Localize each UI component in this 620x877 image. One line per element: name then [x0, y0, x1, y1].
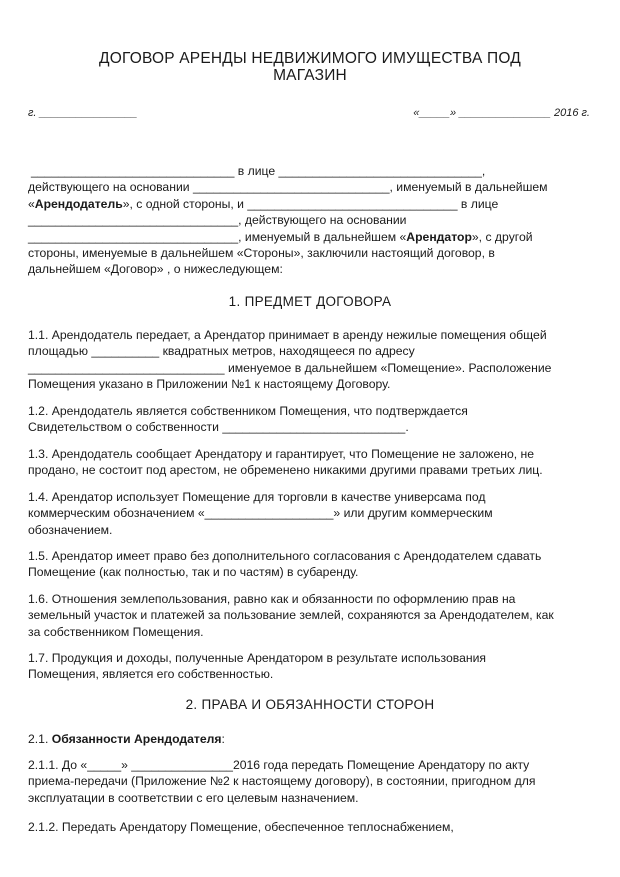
- title-line: МАГАЗИН: [273, 67, 347, 84]
- clause-1-5: [28, 548, 592, 581]
- preamble-line: ______________________________ в лице ______________________________,: [31, 164, 486, 178]
- title-line: ДОГОВОР АРЕНДЫ НЕДВИЖИМОГО ИМУЩЕСТВА ПОД: [99, 50, 521, 67]
- clause-2-1: [28, 731, 592, 747]
- clause-1-2: [28, 403, 592, 436]
- clause-title: Обязанности Арендодателя: [51, 732, 222, 746]
- preamble-line: дальнейшем «Договор» , о нижеследующем:: [28, 262, 283, 277]
- clause-2-1-1: [28, 757, 592, 806]
- clause-line: 1.5. Арендатор имеет право без дополнительного согласования с Арендодателем сдавать: [28, 549, 542, 563]
- text-span: :: [221, 732, 225, 746]
- clause-line: 1.3. Арендодатель сообщает Арендатору и гарантирует, что Помещение не заложено, не: [28, 447, 535, 461]
- clause-line: эксплуатации в соответствии с его целевым назначением.: [28, 790, 359, 805]
- clause-line: Помещение (как полностью, так и по частям) в субаренду.: [28, 565, 359, 580]
- text-span: «: [28, 196, 35, 211]
- clause-1-6: [28, 591, 592, 640]
- city-field: г. ________________: [28, 107, 138, 119]
- preamble-line: действующего на основании _____________________________, именуемый в дальнейшем: [28, 180, 548, 195]
- clause-line: 1.6. Отношения землепользования, равно как и обязанности по оформлению прав на: [28, 592, 516, 606]
- party-lessee: Арендатор: [406, 229, 472, 244]
- clause-line: за собственником Помещения.: [28, 624, 204, 639]
- text-span: 2.1.: [28, 732, 52, 746]
- section-heading: 2. ПРАВА И ОБЯЗАННОСТИ СТОРОН: [185, 697, 435, 712]
- section-heading: 1. ПРЕДМЕТ ДОГОВОРА: [228, 294, 392, 309]
- clause-line: 1.4. Арендатор использует Помещение для торговли в качестве универсама под: [28, 490, 486, 504]
- clause-line: площадью __________ квадратных метров, находящееся по адресу: [28, 344, 415, 359]
- preamble-line: _______________________________, действующего на основании: [28, 213, 407, 228]
- clause-line: коммерческим обозначением «___________________» или другим коммерческим: [28, 506, 493, 521]
- clause-1-1: [28, 327, 592, 393]
- date-field: «_____» _______________ 2016 г.: [413, 107, 590, 119]
- preamble-line: стороны, именуемые в дальнейшем «Стороны», заключили настоящий договор, в: [28, 246, 495, 261]
- clause-line: продано, не состоит под арестом, не обременено никакими другими правами третьих лиц.: [28, 463, 543, 478]
- clause-line: 1.7. Продукция и доходы, полученные Арендатором в результате использования: [28, 651, 486, 665]
- preamble: [28, 163, 592, 278]
- clause-1-3: [28, 446, 592, 479]
- clause-2-1-2: [28, 819, 592, 835]
- clause-1-4: [28, 489, 592, 538]
- preamble-line: [28, 196, 592, 212]
- clause-line: обозначением.: [28, 522, 113, 537]
- clause-line: _____________________________ именуемое в дальнейшем «Помещение». Расположение: [28, 360, 552, 375]
- clause-line: Помещения указано в Приложении №1 к настоящему Договору.: [28, 377, 391, 392]
- clause-line: земельный участок и платежей за пользование землей, сохраняются за Арендодателем, как: [28, 608, 554, 623]
- clause-line: Свидетельством о собственности ___________________________.: [28, 420, 409, 435]
- party-lessor: Арендодатель: [34, 196, 123, 211]
- clause-line: 2.1.1. До «_____» _______________2016 года передать Помещение Арендатору по акту: [28, 758, 530, 772]
- text-span: », с другой: [471, 229, 533, 244]
- clause-line: 1.1. Арендодатель передает, а Арендатор принимает в аренду нежилые помещения общей: [28, 328, 547, 342]
- preamble-line: [28, 229, 592, 245]
- clause-line: [28, 731, 592, 747]
- text-span: _______________________________, именуемый в дальнейшем «: [28, 229, 407, 244]
- clause-1-7: [28, 650, 592, 683]
- document-title: [30, 50, 590, 84]
- text-span: », с одной стороны, и _______________________________ в лице: [122, 196, 499, 211]
- clause-line: приема-передачи (Приложение №2 к настоящему договору), в состоянии, пригодном для: [28, 774, 536, 789]
- clause-line: 1.2. Арендодатель является собственником Помещения, что подтверждается: [28, 404, 468, 418]
- clause-line: Помещения, является его собственностью.: [28, 667, 274, 682]
- clause-line: 2.1.2. Передать Арендатору Помещение, обеспеченное теплоснабжением,: [28, 820, 454, 834]
